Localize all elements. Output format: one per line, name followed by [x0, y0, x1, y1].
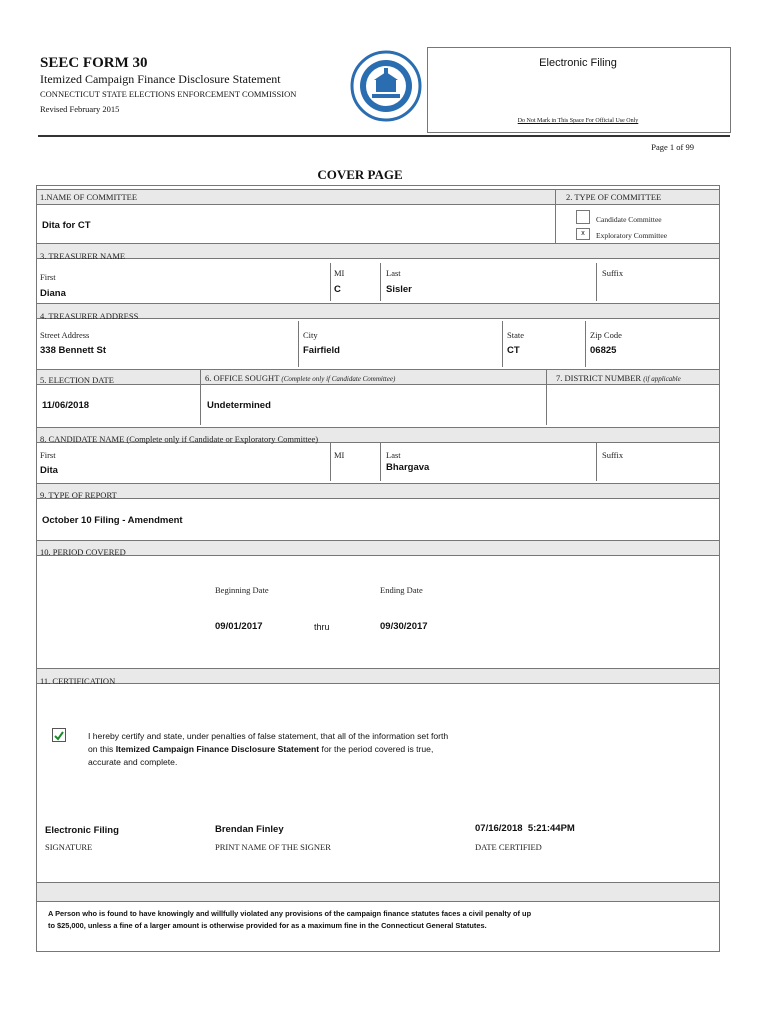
date-certified-value: 07/16/2018 5:21:44PM: [475, 823, 575, 834]
treasurer-last-value: Sisler: [386, 284, 412, 295]
office-sought-value: Undetermined: [207, 400, 271, 411]
revised-date: Revised February 2015: [40, 104, 120, 114]
treasurer-address-header: [36, 303, 720, 319]
street-value: 338 Bennett St: [40, 345, 106, 356]
certify-checkbox[interactable]: [52, 728, 66, 742]
committee-name-label: 1.NAME OF COMMITTEE: [40, 192, 138, 202]
city-label: City: [303, 330, 318, 340]
date-certified-label: DATE CERTIFIED: [475, 842, 542, 852]
penalty-notice: A Person who is found to have knowingly and willfully violated any provisions of the campaign finance statutes faces a civil penalty of up to $25,000, unless a fine of a larger amount is otherwise provided for as a maximum fine in the Connecticut General Statutes.: [48, 909, 532, 930]
candidate-first-value: Dita: [40, 465, 58, 476]
state-seal-icon: [350, 50, 422, 122]
committee-type-label: 2. TYPE OF COMMITTEE: [566, 192, 662, 202]
candidate-name-label: 8. CANDIDATE NAME (Complete only if Candidate or Exploratory Committee): [40, 434, 319, 444]
street-label: Street Address: [40, 330, 90, 340]
treasurer-name-header: [36, 243, 720, 259]
filing-type: Electronic Filing: [539, 57, 617, 69]
signature-value: Electronic Filing: [45, 825, 119, 836]
candidate-last-value: Bhargava: [386, 462, 430, 473]
thru-label: thru: [314, 622, 330, 632]
certification-label: 11. CERTIFICATION: [40, 676, 116, 686]
treasurer-name-label: 3. TREASURER NAME: [40, 251, 126, 261]
bottom-bar: [36, 882, 720, 902]
candidate-committee-checkbox[interactable]: [576, 210, 590, 224]
treasurer-first-value: Diana: [40, 288, 66, 299]
office-sought-label: 6. OFFICE SOUGHT (Complete only if Candidate Committee): [205, 373, 396, 383]
page-number: Page 1 of 99: [651, 142, 694, 152]
agency-name: CONNECTICUT STATE ELECTIONS ENFORCEMENT COMMISSION: [40, 89, 297, 99]
zip-label: Zip Code: [590, 330, 622, 340]
district-number-label: 7. DISTRICT NUMBER (if applicable: [556, 373, 681, 383]
beginning-date-value: 09/01/2017: [215, 621, 263, 632]
form-frame: [36, 185, 720, 952]
official-use-note: Do Not Mark in This Space For Official Use Only: [517, 118, 639, 124]
exploratory-committee-label: Exploratory Committee: [596, 231, 668, 240]
period-covered-header: [36, 540, 720, 556]
cover-title: COVER PAGE: [317, 167, 403, 182]
candidate-suffix-label: Suffix: [602, 450, 624, 460]
city-value: Fairfield: [303, 345, 340, 356]
certification-text: I hereby certify and state, under penalties of false statement, that all of the information set forth on this Itemized Campaign Finance Disclosure Statement for the period covered is true, accurate and complete.: [88, 731, 449, 767]
candidate-mi-label: MI: [334, 450, 345, 460]
report-type-header: [36, 483, 720, 499]
treasurer-address-label: 4. TREASURER ADDRESS: [40, 311, 139, 321]
election-date-label: 5. ELECTION DATE: [40, 375, 114, 385]
signer-name-value: Brendan Finley: [215, 824, 284, 835]
treasurer-last-label: Last: [386, 268, 401, 278]
signer-name-label: PRINT NAME OF THE SIGNER: [215, 842, 331, 852]
form-title: SEEC FORM 30: [40, 55, 148, 71]
form-subtitle: Itemized Campaign Finance Disclosure Statement: [40, 72, 281, 86]
treasurer-mi-value: C: [334, 284, 341, 295]
state-label: State: [507, 330, 524, 340]
ending-date-label: Ending Date: [380, 585, 423, 595]
candidate-first-label: First: [40, 450, 56, 460]
report-type-label: 9. TYPE OF REPORT: [40, 490, 117, 500]
state-value: CT: [507, 345, 520, 356]
candidate-last-label: Last: [386, 450, 401, 460]
beginning-date-label: Beginning Date: [215, 585, 269, 595]
certification-header: [36, 668, 720, 684]
treasurer-mi-label: MI: [334, 268, 345, 278]
signature-label: SIGNATURE: [45, 842, 93, 852]
ending-date-value: 09/30/2017: [380, 621, 428, 632]
election-date-value: 11/06/2018: [42, 400, 90, 411]
treasurer-suffix-label: Suffix: [602, 268, 624, 278]
committee-name-value: Dita for CT: [42, 220, 91, 231]
report-type-value: October 10 Filing - Amendment: [42, 515, 183, 526]
exploratory-committee-checkbox[interactable]: x: [576, 228, 590, 240]
candidate-committee-label: Candidate Committee: [596, 215, 662, 224]
header-rule: [38, 135, 730, 137]
checkmark-icon: [53, 730, 65, 742]
period-covered-label: 10. PERIOD COVERED: [40, 547, 126, 557]
zip-value: 06825: [590, 345, 617, 356]
treasurer-first-label: First: [40, 272, 56, 282]
